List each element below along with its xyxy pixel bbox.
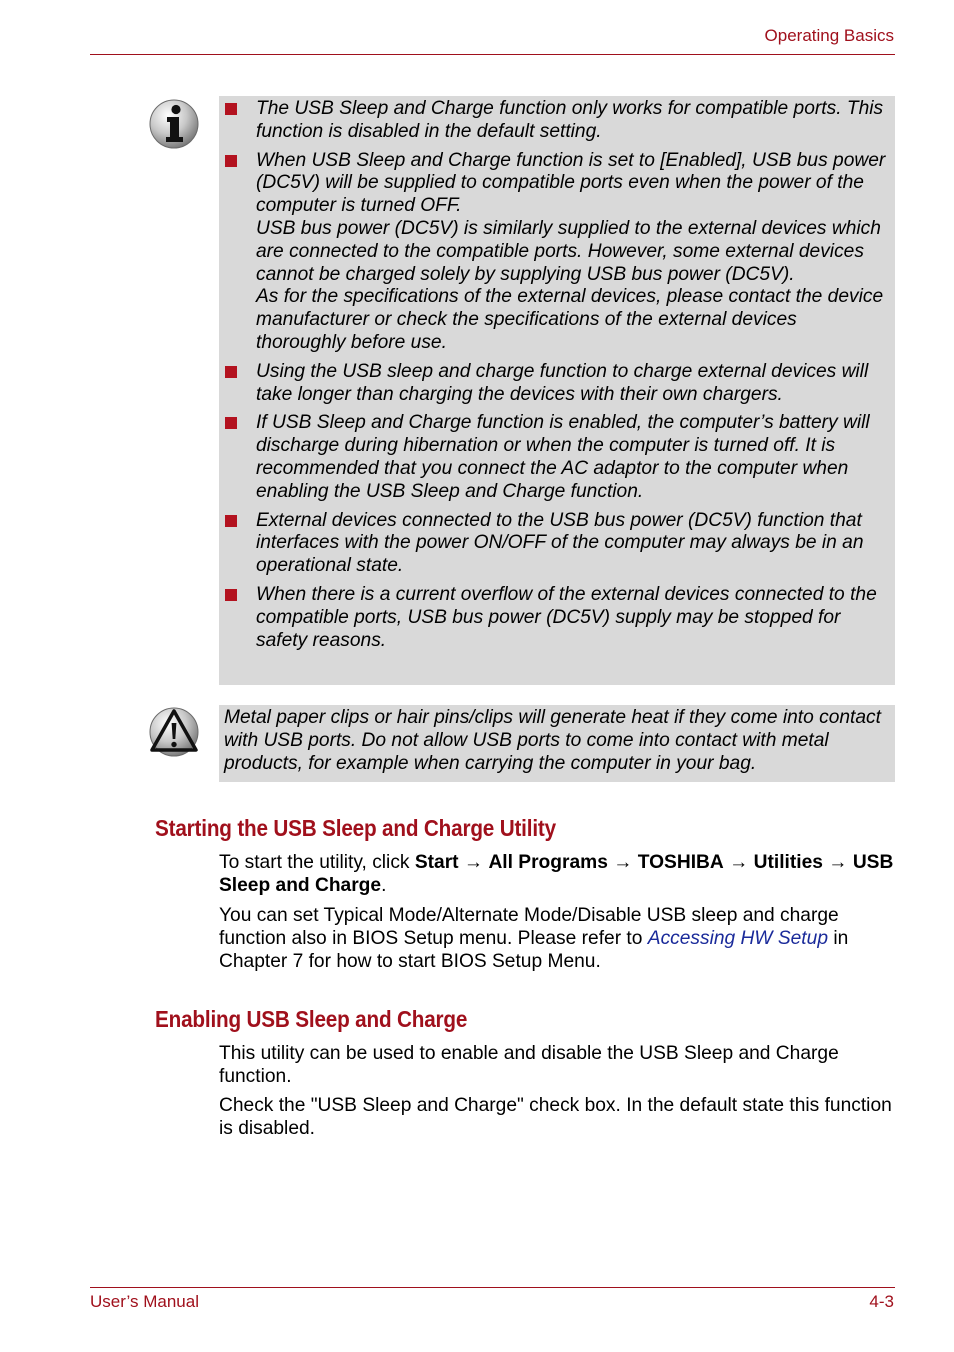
arrow-icon: → <box>729 852 749 873</box>
bullet-text: If USB Sleep and Charge function is enabled, the computer’s battery will discharge during hibernation or when the computer is turned off. It is recommended that you connect the AC adaptor to the computer when enabling the USB Sleep and Charge function. <box>256 412 870 502</box>
menu-path-start: Start <box>414 852 459 873</box>
checkbox-paragraph: Check the "USB Sleep and Charge" check box. In the default state this function is disabled. <box>219 1095 892 1139</box>
bullet-square-icon <box>225 103 237 115</box>
section-heading-start-utility: Starting the USB Sleep and Charge Utility <box>155 815 556 841</box>
instruction-prefix: To start the utility, click <box>219 852 415 873</box>
section-heading-enabling: Enabling USB Sleep and Charge <box>155 1006 468 1032</box>
bullet-square-icon <box>225 417 237 429</box>
bullet-square-icon <box>225 515 237 527</box>
instruction-suffix: . <box>381 874 387 896</box>
footer-page-number: 4-3 <box>869 1292 894 1311</box>
bullet-square-icon <box>225 589 237 601</box>
menu-path-utilities: Utilities <box>753 852 823 873</box>
note-bullet <box>223 361 887 407</box>
bullet-text: USB bus power (DC5V) is similarly supplied to the external devices which are connected to the compatible ports. However, some external devices cannot be charged solely by supplying USB bus power (DC5V). <box>256 217 881 285</box>
warning-note <box>219 705 895 782</box>
info-note-list <box>223 98 887 652</box>
bullet-text: As for the specifications of the external devices, please contact the device manufacturer or check the specifications of the external devices thoroughly before use. <box>256 286 884 353</box>
bios-text-after: in Chapter 7 for how to start BIOS Setup Menu. <box>219 927 849 972</box>
enable-paragraph: This utility can be used to enable and disable the USB Sleep and Charge function. <box>219 1043 839 1087</box>
arrow-icon: → <box>828 852 848 873</box>
bullet-text: The USB Sleep and Charge function only works for compatible ports. This function is disabled in the default setting. <box>256 98 884 142</box>
bullet-square-icon <box>225 366 237 378</box>
warning-text: Metal paper clips or hair pins/clips will generate heat if they come into contact with USB ports. Do not allow USB ports to come into contact with metal products, for example when carrying the computer in your bag. <box>224 707 881 774</box>
bullet-text: External devices connected to the USB bus power (DC5V) function that interfaces with the power ON/OFF of the computer may always be in an operational state. <box>256 509 864 577</box>
info-icon <box>148 98 200 150</box>
bullet-square-icon <box>225 155 237 167</box>
menu-path-toshiba: TOSHIBA <box>637 852 724 873</box>
info-note <box>219 96 895 685</box>
bullet-text: When there is a current overflow of the external devices connected to the compatible ports, USB bus power (DC5V) supply may be stopped for safety reasons. <box>256 583 877 651</box>
menu-path-all-programs: All Programs <box>488 852 608 873</box>
note-bullet <box>223 98 887 144</box>
header-section-title: Operating Basics <box>764 26 894 45</box>
bios-setup-paragraph <box>219 905 895 973</box>
start-utility-instructions <box>219 852 895 898</box>
footer-manual-title: User’s Manual <box>90 1292 199 1311</box>
bullet-text: When USB Sleep and Charge function is set to [Enabled], USB bus power (DC5V) will be supplied to compatible ports even when the power of the computer is turned OFF. <box>256 149 886 217</box>
warning-icon <box>148 706 200 758</box>
footer-rule <box>90 1287 895 1288</box>
bullet-text: Using the USB sleep and charge function to charge external devices will take longer than charging the devices with their own chargers. <box>256 360 869 405</box>
menu-path-usb-sleep-charge: USB Sleep and Charge <box>219 852 894 896</box>
note-bullet <box>223 510 887 578</box>
note-bullet <box>223 412 887 503</box>
accessing-hw-setup-link[interactable]: Accessing HW Setup <box>647 927 828 949</box>
note-bullet <box>223 584 887 652</box>
bios-text-before: You can set Typical Mode/Alternate Mode/Disable USB sleep and charge function also in BIOS Setup menu. Please refer to <box>219 905 839 949</box>
arrow-icon: → <box>463 852 484 873</box>
note-bullet <box>223 150 887 355</box>
arrow-icon: → <box>613 852 633 873</box>
header-rule <box>90 54 895 55</box>
